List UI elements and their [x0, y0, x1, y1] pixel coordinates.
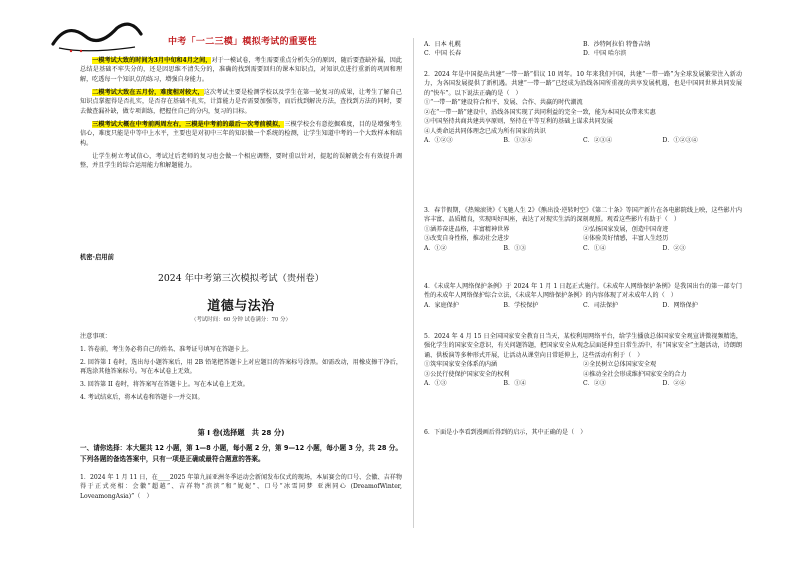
question-1: [80, 473, 402, 501]
options-grid: [424, 301, 742, 310]
notes-label: 注意事项：: [80, 333, 111, 340]
confidential-label: 机密·启用前: [80, 254, 114, 261]
options-grid: [424, 244, 742, 253]
option-a: A．日本 札幌: [424, 41, 461, 48]
note-item: 1. 答卷前，考生务必将自己的姓名、准考证号填写在答题卡上。: [80, 345, 253, 353]
question-text: 5．2024 年 4 月 15 日全国国家安全教育日当天，某校利用网络平台，给学生播放总体国家安全观宣讲微视频精选，强化学生的国家安全意识，有关问题答题，把国家安全从观念层面延伸至日常生活中，有“国家安全”主题活动，诗朗朗诵、供板演等多种形式开展，让活动从课堂向日常延伸上，这些活动有利于（ ）: [424, 333, 742, 359]
promo-paragraph: 让学生树立考试信心，考试过后老师的复习也会做一个相应调整，要时重以针对，提起的误解就会有有效提升调整，并且学生的综合运用能力和解题能力。: [80, 152, 402, 170]
notes: [80, 332, 402, 406]
option-d: D．①②③④: [662, 137, 698, 145]
statement: ③公民行使保护国家安全的权利: [424, 370, 510, 378]
question-text: 1．2024 年 1 月 11 日，在____2025 年第九届亚洲冬季运动会新闻发布仪式的现场，本届赛会的口号、会徽、吉祥物得于正式亮相：会徽“超越”、吉祥物“滨滨”和“妮妮”、口号“冰雪同梦 亚洲同心 (DreamofWinter, LoveamongAsia)”（ ）: [80, 474, 402, 500]
promo-title: 中考「一二三模」模拟考试的重要性: [168, 37, 317, 47]
statement: ①筑牢国家安全体系的内涵: [424, 361, 498, 369]
promo-text: [80, 56, 402, 174]
option-d: D．②④: [662, 380, 686, 388]
option-a: A．①③: [424, 380, 447, 388]
option-b: B．沙特阿拉伯 特鲁吉纳: [583, 41, 651, 48]
promo-paragraph: 三模考试大概在中考前两周左右，三模是中考前的最后一次考前模拟，三模学校会有意挖掘难度，目的是增强考生信心，难度只能是中等中上水平，主要也是对初中三年的知识做一个系统的检测，让学生知道中考的一个大致样本和结构。: [80, 120, 403, 147]
exam-meta: （考试时间：60 分钟 试卷满分：70 分）: [191, 317, 291, 323]
note-item: 4. 考试结束后，将本试卷和答题卡一并交回。: [80, 394, 204, 402]
statement: ①“一带一路”建设符合和平、发展、合作、共赢的时代潮流: [424, 99, 583, 107]
option-a: A．①②: [424, 244, 447, 252]
option-a: A．家庭保护: [424, 301, 459, 309]
exam-page: [52, 10, 752, 550]
question-4: [424, 282, 742, 310]
promo-paragraph: 二模考试大致在五月份，难度相对较大，这次考试主要是检测学校以及学生在第一轮复习的成果，让考生了解自己知识点掌握得是否扎实，是否存在基础不扎实，计算能力是否需要加强等，而后找到解决方法，查找到方法的同时，要去做查漏补缺，做专项训练，把握住自己的分内，复习的目标。: [80, 88, 403, 115]
question-1-options: [424, 40, 742, 59]
option-c: C．②③④: [583, 137, 613, 145]
statement: ②弘扬国家发展，创造中国奇迹: [583, 225, 669, 233]
statement: ①涵养奋进品格，丰富精神世界: [424, 225, 510, 233]
option-c: C．②③: [583, 380, 606, 388]
statement: ④推动全社会形成维护国家安全的合力: [583, 370, 687, 378]
section-instructions: 一、请你选择：本大题共 12 小题，第 1—8 小题，每小题 2 分，第 9—12 小题，每小题 3 分，共 28 分。下列各题的备选答案中，只有一项是正确或最符合题意的答案。: [80, 444, 402, 463]
option-d: D．中国 哈尔滨: [583, 50, 627, 58]
question-text: 6．下面是小李看到漫画后得到的启示，其中正确的是（ ）: [424, 429, 587, 436]
question-3: [424, 206, 742, 253]
option-d: D．网络保护: [662, 301, 698, 309]
option-b: B．①③④: [503, 137, 533, 145]
statements-grid: [424, 360, 742, 379]
options-grid: [424, 379, 742, 388]
option-c: C．①④: [583, 244, 606, 252]
question-text: 2．2024 年是中国提出共建“一带一路”倡议 10 周年。10 年来我们中国，共建“一带一路”为全球发展繁荣注入新动力，为各国发展提供了新机遇。共建“一带一路”已经成为沿线各国所重视的共享发展机遇，也是中国同世界共同发展的“快车”。以下说法正确的是（ ）: [424, 71, 742, 97]
exam-title: 2024 年中考第三次模拟考试（贵州卷）: [157, 273, 325, 284]
note-item: 2. 回答第 I 卷时，选出每小题答案后，用 2B 铅笔把答题卡上对应题目的答案标号涂黑。如需改动，用橡皮擦干净后，再选涂其他答案标号。写在本试卷上无效。: [80, 358, 402, 376]
note-item: 3. 回答第 II 卷时，将答案写在答题卡上。写在本试卷上无效。: [80, 381, 249, 389]
statement: ③改变自身性格，推动社会进步: [424, 235, 510, 243]
statement: ②全民树立总体国家安全观: [583, 361, 657, 369]
option-d: D．②③: [662, 244, 686, 252]
option-a: A．①②③: [424, 137, 453, 145]
statement: ③中国坚持共商共建共享原则，坚持在平等互利的基础上谋求共同发展: [424, 118, 613, 126]
statement: ②在“一带一路”建设中，沿线各国实现了共同利益的完全一致，能为本国民众带来实惠: [424, 108, 656, 116]
statements-grid: [424, 225, 742, 244]
statement: ④人类命运共同体理念已成为所有国家的共识: [424, 127, 546, 135]
option-b: B．学校保护: [503, 301, 539, 309]
logo: [47, 14, 147, 56]
statement: ④体验美好情感，丰富人生经历: [583, 235, 669, 243]
logo-brush-icon: [47, 14, 147, 56]
question-6: [424, 428, 742, 437]
column-divider: [413, 38, 414, 528]
options-grid: [424, 136, 742, 145]
option-b: B．①④: [503, 380, 527, 388]
options-grid: [424, 40, 742, 59]
question-5: [424, 332, 742, 389]
option-c: C．司法保护: [583, 301, 619, 309]
section-title: 第 I 卷(选择题 共 28 分): [197, 428, 285, 437]
question-text: 3．春节假期，《热辣滚烫》《飞驰人生 2》《熊出没·逆转时空》《第二十条》等国产新片在各电影院线上映，这些影片内容丰富、品质精良，实现叫好叫座，表达了对现实生活的深刻观照。观看这些影片有助于（ ）: [424, 207, 742, 224]
question-text: 4．《未成年人网络保护条例》于 2024 年 1 月 1 日起正式施行。《未成年人网络保护条例》是我国出台的第一部专门性的未成年人网络保护综合立法，《未成年人网络保护条例》的内容体现了对未成年人的（ ）: [424, 283, 742, 300]
subject-title: 道德与法治: [207, 299, 275, 314]
option-c: C．中国 长春: [424, 50, 462, 58]
promo-paragraph: 一模考试大致的时间为3月中旬和4月之间，对于一模试卷，考生需要重点分析失分的原因，随后要查缺补漏，因此总结是基础不牢失分的，还是因思维不清失分的，准确的找到需要回归的课本知识点，对知识点进行重新的巩固和理解，吃透每一个知识点的练习，增强自身能力。: [80, 57, 402, 83]
option-b: B．①③: [503, 244, 527, 252]
question-2: [424, 70, 742, 146]
